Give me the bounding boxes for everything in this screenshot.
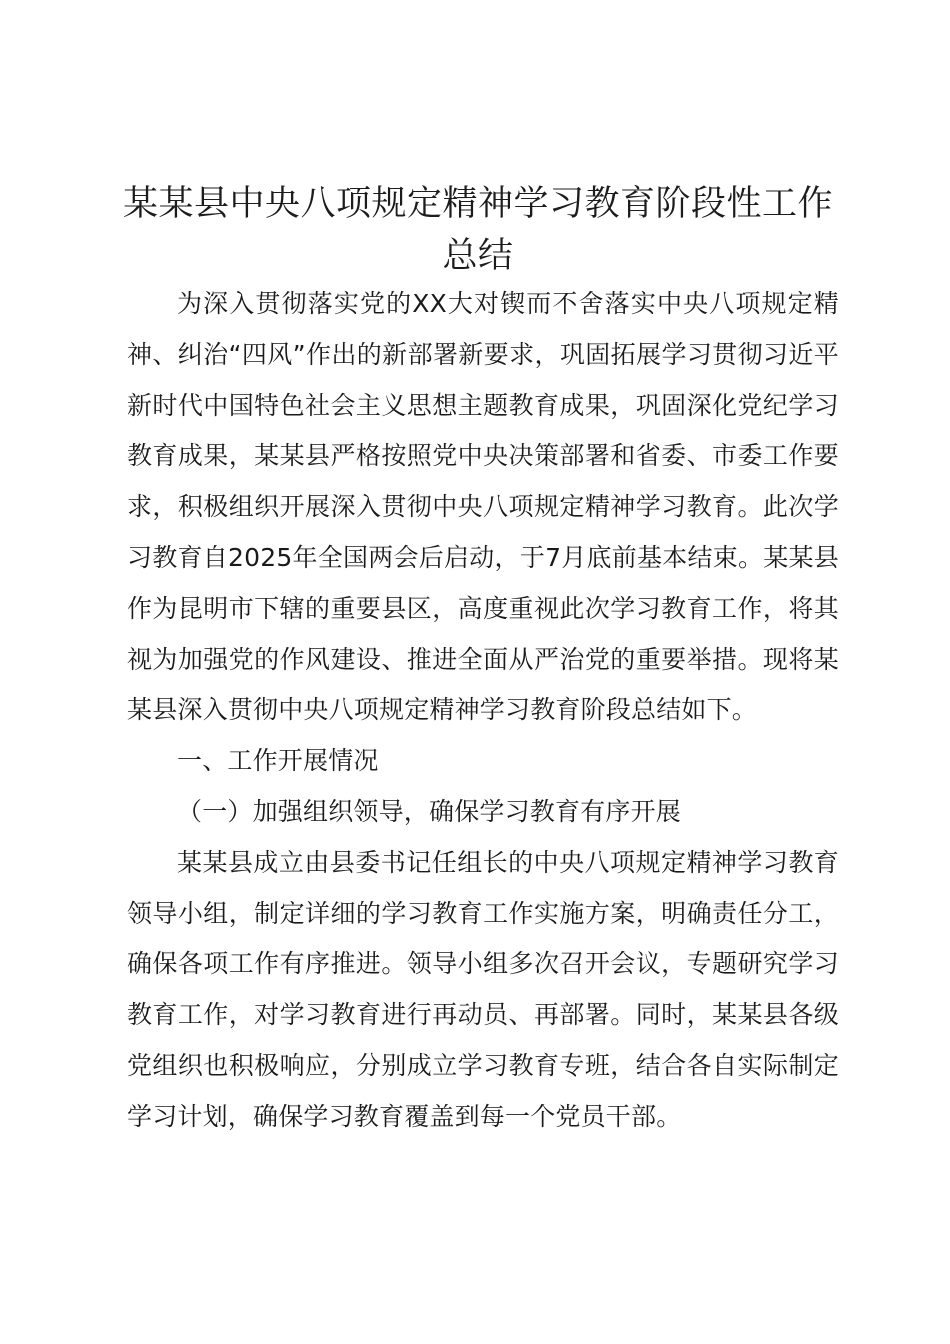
body-paragraph: 某某县成立由县委书记任组长的中央八项规定精神学习教育领导小组，制定详细的学习教育工作实施方案，明确责任分工，确保各项工作有序推进。领导小组多次召开会议，专题研究学习教育工作，对学习教育进行再动员、再部署。同时，某某县各级党组织也积极响应，分别成立学习教育专班，结合各自实际制定学习计划，确保学习教育覆盖到每一个党员干部。 xyxy=(127,847,839,1131)
document-title: 某某县中央八项规定精神学习教育阶段性工作总结 xyxy=(122,184,833,276)
section-heading: 一、工作开展情况 xyxy=(177,746,379,776)
document-body xyxy=(127,279,839,1143)
intro-paragraph: 为深入贯彻落实党的XX大对锲而不舍落实中央八项规定精神、纠治“四风”作出的新部署新要求，巩固拓展学习贯彻习近平新时代中国特色社会主义思想主题教育成果，巩固深化党纪学习教育成果，某某县严格按照党中央决策部署和省委、市委工作要求，积极组织开展深入贯彻中央八项规定精神学习教育。此次学习教育自2025年全国两会后启动，于7月底前基本结束。某某县作为昆明市下辖的重要县区，高度重视此次学习教育工作，将其视为加强党的作风建设、推进全面从严治党的重要举措。现将某某县深入贯彻中央八项规定精神学习教育阶段总结如下。 xyxy=(127,289,839,725)
subsection-heading: （一）加强组织领导，确保学习教育有序开展 xyxy=(177,796,682,826)
